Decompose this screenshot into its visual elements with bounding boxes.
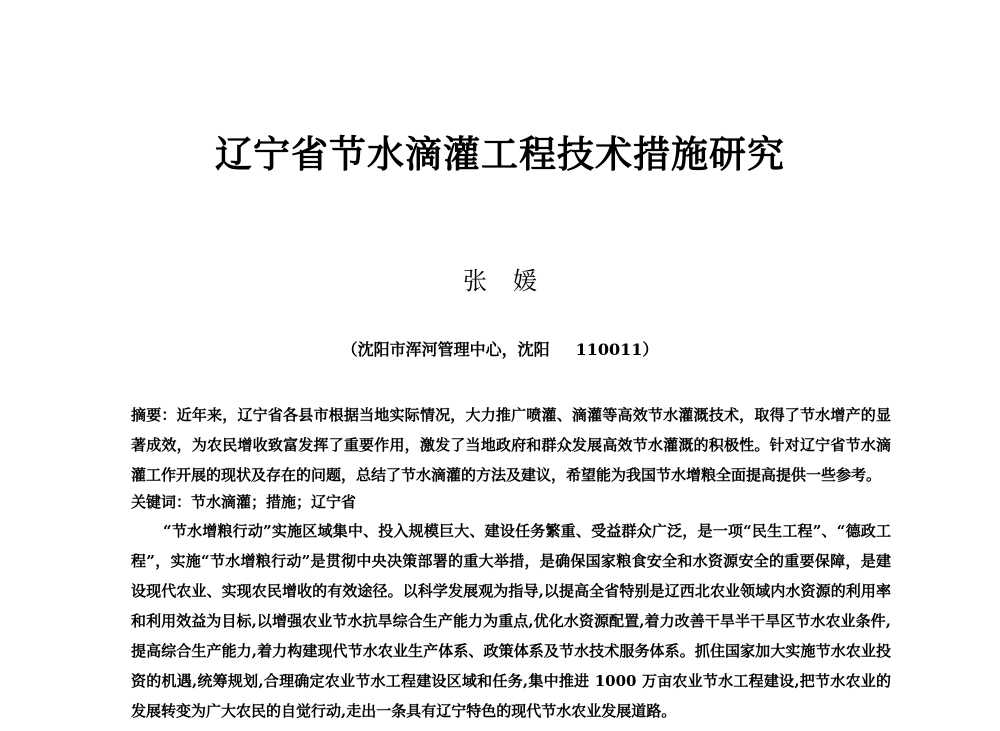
abstract [131,400,891,490]
body-paragraph: “节水增粮行动”实施区域集中、投入规模巨大、建设任务繁重、受益群众广泛，是一项“民生工程”、“德政工程”，实施“节水增粮行动”是贯彻中央决策部署的重大举措，是确保国家粮食安全和水资源安全的重要保障，是建设现代农业、实现农民增收的有效途径。以科学发展观为指导,以提高全省特别是辽西北农业领域内水资源的利用率和利用效益为目标,以增强农业节水抗旱综合生产能力为重点,优化水资源配置,着力改善干旱半干旱区节水农业条件,提高综合生产能力,着力构建现代节水农业生产体系、政策体系及节水技术服务体系。抓住国家加大实施节水农业投资的机遇,统筹规划,合理确定农业节水工程建设区域和任务,集中推进 1000 万亩农业节水工程建设,把节水农业的发展转变为广大农民的自觉行动,走出一条具有辽宁特色的现代节水农业发展道路。 [131,522,891,720]
author-family: 媛 [513,267,537,295]
affiliation-org: （沈阳市浑河管理中心，沈阳 [341,340,550,359]
author-given: 张 [463,267,487,295]
abstract-text: 近年来，辽宁省各县市根据当地实际情况，大力推广喷灌、滴灌等高效节水灌溉技术，取得了节水增产的显著成效，为农民增收致富发挥了重要作用，激发了当地政府和群众发展高效节水灌溉的积极性。针对辽宁省节水滴灌工作开展的现状及存在的问题，总结了节水滴灌的方法及建议，希望能为我国节水增粮全面提高提供一些参考。 [131,406,891,484]
keywords-label: 关键词： [131,493,192,511]
author-name [0,266,1000,296]
keywords [131,487,891,517]
paper-title: 辽宁省节水滴灌工程技术措施研究 [215,133,785,176]
affiliation-postcode: 110011） [575,340,659,359]
affiliation [0,339,1000,361]
abstract-label: 摘要： [131,406,177,424]
keywords-text: 节水滴灌；措施；辽宁省 [191,493,357,511]
